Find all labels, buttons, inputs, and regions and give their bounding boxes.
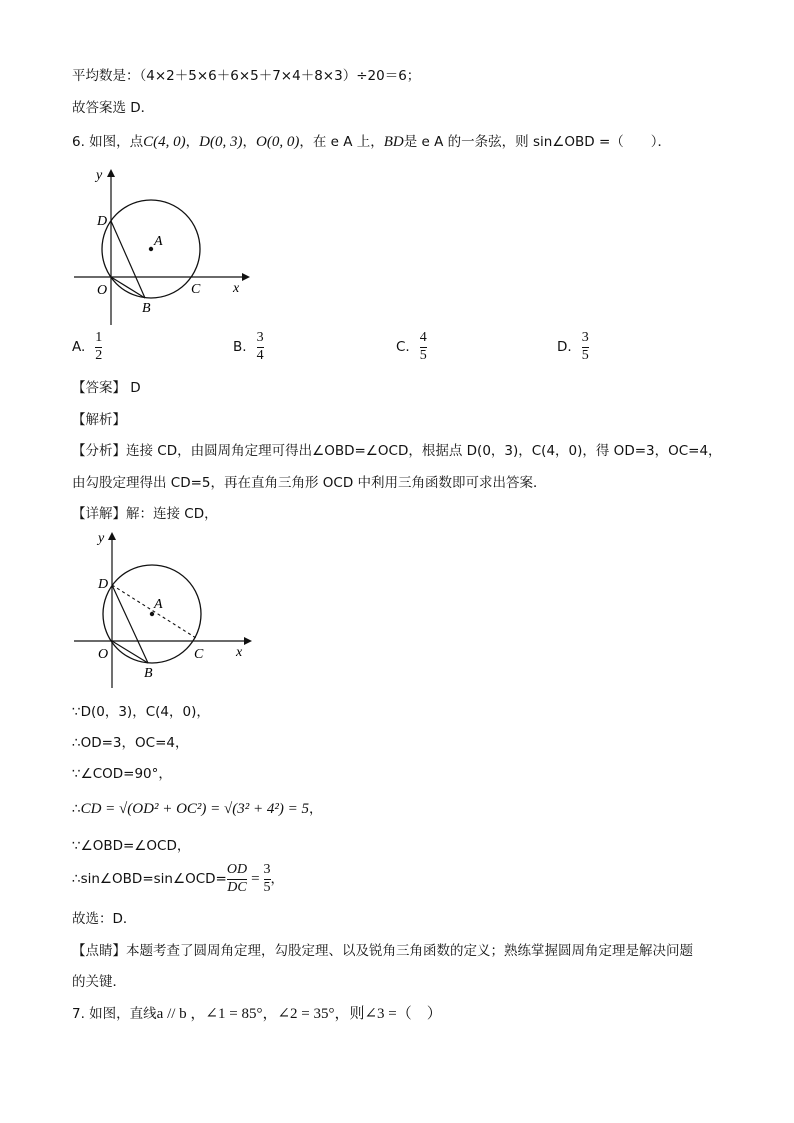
label-d: D	[97, 214, 108, 229]
label-b-2: B	[144, 666, 153, 681]
average-line	[72, 68, 420, 84]
step-2	[72, 735, 188, 751]
step-4-suffix: ，	[308, 801, 323, 817]
question-7	[72, 1005, 442, 1023]
y-axis-arrow-2	[108, 532, 116, 540]
answer-choice-text: 故答案选 D．	[72, 100, 155, 116]
option-b[interactable]	[233, 331, 264, 363]
xiangjie-line	[72, 506, 218, 522]
label-x-2: x	[236, 645, 243, 660]
step-4-prefix: ∴	[72, 801, 81, 817]
q6-intro: 6. 如图，点	[72, 134, 144, 150]
figure-circle-1	[70, 165, 250, 330]
answer-line	[72, 380, 141, 396]
three-fifths-fraction: $\frac{3}{5}$	[263, 862, 271, 895]
label-o-2: O	[98, 647, 109, 662]
step-6-suffix: ，	[270, 871, 285, 888]
dianjing-text-2: 的关键．	[72, 974, 126, 990]
step-6-prefix: ∴sin∠OBD=sin∠OCD=	[72, 871, 227, 888]
figure-circle-2	[70, 528, 252, 688]
step-5-text: ∵∠OBD=∠OCD，	[72, 838, 191, 854]
label-o: O	[97, 283, 108, 298]
dianjing-line-1	[72, 943, 693, 959]
label-x: x	[233, 281, 240, 296]
label-y-2: y	[98, 531, 105, 546]
label-b: B	[142, 301, 151, 316]
center-a-dot-2	[150, 612, 154, 616]
point-d: D(0, 3)	[199, 134, 243, 150]
answer-value: D	[130, 380, 141, 396]
q6-comma-2: ，	[242, 134, 256, 150]
point-o: O(0, 0)	[256, 134, 300, 150]
question-6	[72, 133, 671, 151]
fenxi-text-2: 由勾股定理得出 CD=5，再在直角三角形 OCD 中利用三角函数即可求出答案．	[72, 475, 547, 491]
option-d-letter: D.	[557, 339, 572, 356]
q6-circle: ，在 e A 上，	[299, 134, 384, 150]
q7-math: a // b ，∠1 = 85°，∠2 = 35°，则∠3 =（ ）	[156, 1006, 442, 1022]
xiangjie-text: 解：连接 CD，	[126, 506, 218, 522]
dianjing-tag: 【点睛】	[72, 943, 126, 959]
step-1	[72, 704, 210, 720]
point-c: C(4, 0)	[143, 134, 186, 150]
label-d-2: D	[98, 577, 109, 592]
option-a-fraction: $\frac{1}{2}$	[95, 330, 103, 363]
step-3-text: ∵∠COD=90°，	[72, 766, 172, 782]
chord-bd: BD	[383, 134, 404, 150]
equals-sign: =	[251, 871, 260, 888]
fenxi-line-2	[72, 475, 547, 491]
q7-intro: 7. 如图，直线	[72, 1006, 157, 1022]
option-a[interactable]	[72, 331, 102, 363]
answer-tag: 【答案】	[72, 380, 126, 396]
step-4-math: CD = √(OD² + OC²) = √(3² + 4²) = 5	[80, 801, 309, 817]
answer-choice-line	[72, 100, 154, 116]
chord-bd-line	[111, 221, 145, 298]
step-6	[72, 863, 284, 895]
fenxi-text-1: 连接 CD，由圆周角定理可得出∠OBD=∠OCD，根据点 D(0，3)，C(4，0)，得 OD=3，OC=4，	[126, 443, 722, 459]
fenxi-tag: 【分析】	[72, 443, 126, 459]
q6-comma: ，	[185, 134, 200, 150]
xiangjie-tag: 【详解】	[72, 506, 126, 522]
label-c: C	[191, 282, 201, 297]
option-c-fraction: $\frac{4}{5}$	[419, 330, 427, 363]
od-dc-fraction: $\frac{OD}{DC}$	[226, 862, 248, 895]
x-axis-arrow	[242, 273, 250, 281]
step-1-text: ∵D(0，3)，C(4，0)，	[72, 704, 210, 720]
option-b-fraction: $\frac{3}{4}$	[256, 330, 264, 363]
step-7	[72, 911, 136, 927]
y-axis-arrow	[107, 169, 115, 177]
option-c[interactable]	[396, 331, 427, 363]
analysis-tag: 【解析】	[72, 412, 126, 428]
x-axis-arrow-2	[244, 637, 252, 645]
option-d[interactable]	[557, 331, 589, 363]
step-4	[72, 800, 322, 818]
option-b-letter: B.	[233, 339, 247, 356]
step-7-text: 故选：D．	[72, 911, 137, 927]
option-d-fraction: $\frac{3}{5}$	[581, 330, 589, 363]
label-y: y	[96, 168, 103, 183]
analysis-heading	[72, 412, 126, 428]
label-a-2: A	[154, 597, 163, 612]
average-text: 平均数是：（4×2＋5×6＋6×5＋7×4＋8×3）÷20＝6；	[72, 68, 421, 84]
label-a: A	[154, 234, 163, 249]
step-5	[72, 838, 190, 854]
step-2-text: ∴OD=3，OC=4，	[72, 735, 189, 751]
label-c-2: C	[194, 647, 204, 662]
fenxi-line-1	[72, 443, 722, 459]
dianjing-text-1: 本题考查了圆周角定理，勾股定理、以及锐角三角函数的定义；熟练掌握圆周角定理是解决问题	[126, 943, 693, 959]
center-a-dot	[149, 247, 153, 251]
dianjing-line-2	[72, 974, 126, 990]
option-a-letter: A.	[72, 339, 86, 356]
q6-question: 是 e A 的一条弦，则 sin∠OBD =（ ）．	[403, 134, 672, 150]
option-c-letter: C.	[396, 339, 410, 356]
step-3	[72, 766, 172, 782]
